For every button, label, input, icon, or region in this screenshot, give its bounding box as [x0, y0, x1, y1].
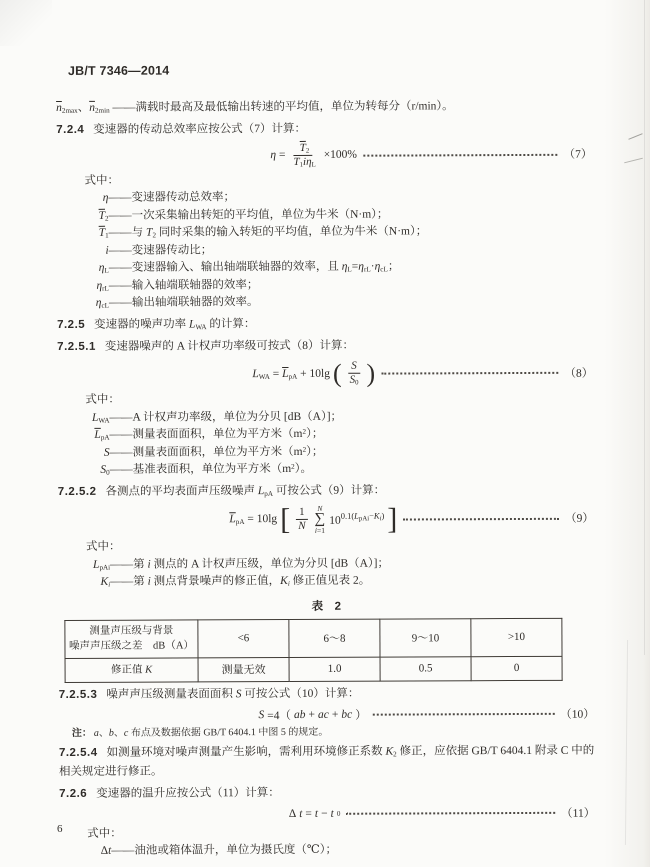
section-title: 变速器的温升应按公式（11）计算： [96, 786, 280, 800]
equation-9 [58, 503, 594, 535]
definition-ki [58, 572, 594, 592]
definition-symbol: η [102, 192, 109, 205]
table-2 [64, 617, 562, 682]
section-number: 7.2.5.4 [58, 746, 98, 759]
eq7-denominator: $\overline{T}_1i\eta_L$ [293, 155, 316, 169]
dotted-leader [346, 811, 555, 815]
eq7-lhs: η = [270, 149, 286, 162]
eq9-lhs: $\overline{L}_{pA} = 10\lg$ [229, 513, 278, 527]
dotted-leader [373, 712, 555, 716]
section-7-2-5-heading [57, 314, 593, 335]
lead-definition-line: $\overline{n}_{2max}$、$\overline{n}_{2min}$ ——满载时最高及最低输出转速的平均值，单位为转每分（r/min）。 [56, 100, 454, 115]
section-number: 7.2.5.1 [57, 340, 96, 353]
section-title: 各测点的平均表面声压级噪声 $L_{pA}$ 可按公式（9）计算： [105, 484, 386, 498]
eq8-denominator: $S_0$ [349, 373, 359, 387]
equation-11-number: （11） [561, 807, 596, 820]
definition-symbol: $K_i$ [100, 575, 111, 589]
standard-code-header: JB/T 7346—2014 [67, 63, 170, 78]
note-text: a、b、c 布点及数据依据 GB/T 6404.1 中图 5 的规定。 [93, 726, 329, 739]
definition-text: ——油池或箱体温升，单位为摄氏度（℃）； [111, 843, 338, 857]
eq9-exponent: 0.1(LpAi−Ki) [340, 510, 385, 523]
section-title: 噪声声压级测量表面面积 S 可按公式（10）计算： [106, 687, 360, 701]
table-2-value-9to10: 0.5 [380, 656, 471, 680]
where-label-4: 式中： [87, 827, 122, 840]
header-col1-line1: 测量声压级与背景 [89, 625, 174, 637]
eq8-fraction [347, 360, 362, 387]
section-7-2-5-1-heading [57, 336, 593, 357]
table-2-title: 表 2 [311, 600, 342, 613]
section-title: 如测量环境对噪声测量产生影响，需利用环境修正系数 $K_2$ 修正，应依据 GB/T 6404.1 附录 C 中的相关规定进行修正。 [58, 744, 595, 778]
where-label-1: 式中： [84, 174, 119, 187]
dotted-leader [381, 371, 558, 375]
definition-text: ——第 i 测点的 A 计权声压级，单位为分贝 [dB（A）]； [110, 557, 390, 571]
definition-text: ——输出轴端联轴器的效率。 [108, 296, 259, 310]
definition-symbol: $L_{WA}$ [91, 411, 110, 425]
definition-text: ——基准表面积，单位为平方米$(m^2)$。 [109, 463, 312, 477]
equation-10-body: S =4（ ab + ac + bc ） [258, 708, 367, 722]
equation-11 [59, 804, 595, 822]
definition-text: ——变速器传动总效率； [108, 191, 236, 205]
definition-symbol: $\eta_{cL}$ [95, 297, 110, 310]
equation-spacer [56, 155, 270, 156]
equation-8 [57, 359, 593, 389]
equation-7-number: （7） [563, 148, 593, 161]
eq8-numerator: S [348, 360, 360, 374]
right-paren: ) [366, 358, 376, 388]
equation-spacer [59, 715, 259, 716]
sum-lower-limit: i=1 [314, 525, 325, 535]
definition-symbol: $\overline{T}_1$ [98, 227, 109, 240]
section-title: 变速器噪声的 A 计权声功率级可按式（8）计算： [104, 339, 355, 353]
definition-symbol: $\eta_{rL}$ [96, 279, 109, 293]
definition-text: ——输入轴端联轴器的效率； [108, 279, 259, 292]
equation-8-number: （8） [564, 367, 594, 380]
eq9-fraction [295, 506, 308, 533]
eq9-frac-numerator: 1 [296, 506, 308, 520]
sigma-glyph: ∑ [314, 511, 326, 528]
header-col1-line2: 噪声声压级之差 dB（A） [69, 640, 194, 652]
equation-spacer [58, 520, 229, 521]
definition-text: ——一次采集输出转矩的平均值，单位为牛米（N·m）； [108, 208, 389, 222]
equation-10-number: （10） [560, 708, 595, 721]
section-7-2-6-heading [59, 782, 595, 803]
table-2-header-gt10: >10 [471, 618, 562, 656]
definition-text: ——测量表面面积，单位为平方米$(m^2)$； [109, 445, 324, 459]
section-7-2-5-4-heading [59, 741, 595, 781]
section-7-2-5-3-heading [59, 683, 595, 704]
definition-symbol: i [105, 244, 109, 257]
eq7-tail: ×100% [323, 148, 358, 162]
note-label: 注： [71, 727, 92, 739]
equation-7 [56, 140, 592, 170]
right-bracket: ] [387, 502, 398, 536]
definition-s0 [58, 460, 594, 480]
table-2-header-row [65, 618, 562, 658]
definition-symbol: S [103, 446, 110, 459]
eq8-lhs: $L_{WA} = \overline{L}_{pA} + 10\lg$ [252, 367, 330, 381]
definition-text: ——A 计权声功率级，单位为分贝 [dB（A）]； [109, 410, 343, 424]
left-bracket: [ [280, 502, 291, 536]
table-2-value-6to8: 1.0 [289, 657, 380, 681]
section-number: 7.2.5 [57, 318, 86, 331]
definition-symbol: $\overline{L}_{pA}$ [94, 429, 110, 442]
where-label-2: 式中： [85, 393, 120, 407]
section-number: 7.2.5.3 [58, 688, 98, 701]
eq9-frac-denominator: N [298, 519, 306, 532]
section-title: 变速器的噪声功率 $L_{WA}$ 的计算： [94, 318, 256, 332]
section-number: 7.2.6 [59, 787, 88, 800]
definition-symbol: $S_0$ [100, 464, 110, 477]
left-paren: ( [332, 358, 342, 388]
table-2-value-gt10: 0 [471, 656, 562, 680]
section-number: 7.2.5.2 [57, 485, 97, 498]
page-number: 6 [57, 823, 63, 835]
definition-symbol: $L_{pAi}$ [92, 558, 111, 572]
note-line [72, 724, 595, 740]
definition-eta-cl [57, 293, 593, 313]
table-2-value-row [65, 656, 562, 682]
table-2-header-6to8: 6～8 [289, 619, 380, 657]
definition-delta-t [59, 841, 595, 861]
equation-spacer [57, 374, 252, 375]
eq9-base: 10 [329, 515, 341, 528]
eq7-numerator: $\overline{T}_2$ [297, 141, 313, 155]
section-7-2-4-heading [56, 118, 592, 139]
table-2-value-lt6: 测量无效 [198, 657, 289, 681]
equation-10 [59, 705, 595, 723]
eq9-power-term [329, 511, 384, 527]
equation-11-body: Δ t = t − t 0 [288, 807, 341, 820]
definition-text: ——测量表面面积，单位为平方米$(m^2)$； [109, 427, 324, 442]
equation-7-body [270, 141, 357, 169]
summation-symbol [314, 505, 325, 534]
equation-9-body [229, 504, 397, 534]
table-2-header-lt6: <6 [198, 619, 289, 657]
eq7-fraction [290, 141, 318, 168]
definition-text: ——变速器输入、输出轴端联轴器的效率，且 $\eta_L=\eta_{rL}\cdot\eta_{cL}$； [108, 260, 400, 275]
definition-symbol: $\overline{T}_2$ [98, 209, 109, 223]
where-label-3: 式中： [86, 540, 121, 553]
section-title: 变速器的传动总效率应按公式（7）计算： [93, 122, 307, 136]
table-2-row-label: 修正值 K [65, 657, 198, 682]
dotted-leader [403, 517, 559, 521]
definition-text: ——变速器传动比； [108, 244, 213, 257]
definition-symbol: $\eta_L$ [98, 262, 109, 275]
dotted-leader [363, 153, 558, 157]
section-7-2-5-2-heading [58, 480, 594, 501]
sum-upper-limit: N [317, 503, 323, 513]
equation-9-number: （9） [565, 513, 594, 526]
section-number: 7.2.4 [56, 123, 85, 136]
equation-8-body [252, 360, 375, 388]
definition-text: ——与 $T_2$ 同时采集的输入转矩的平均值，单位为牛米（N·m）； [108, 225, 428, 240]
definition-text: ——第 i 测点背景噪声的修正值，$K_i$ 修正值见表 2。 [110, 574, 371, 588]
definition-symbol: Δt [100, 844, 112, 857]
equation-spacer [59, 814, 289, 815]
table-2-header-9to10: 9～10 [380, 618, 471, 656]
table-2-header-col1 [65, 619, 198, 658]
